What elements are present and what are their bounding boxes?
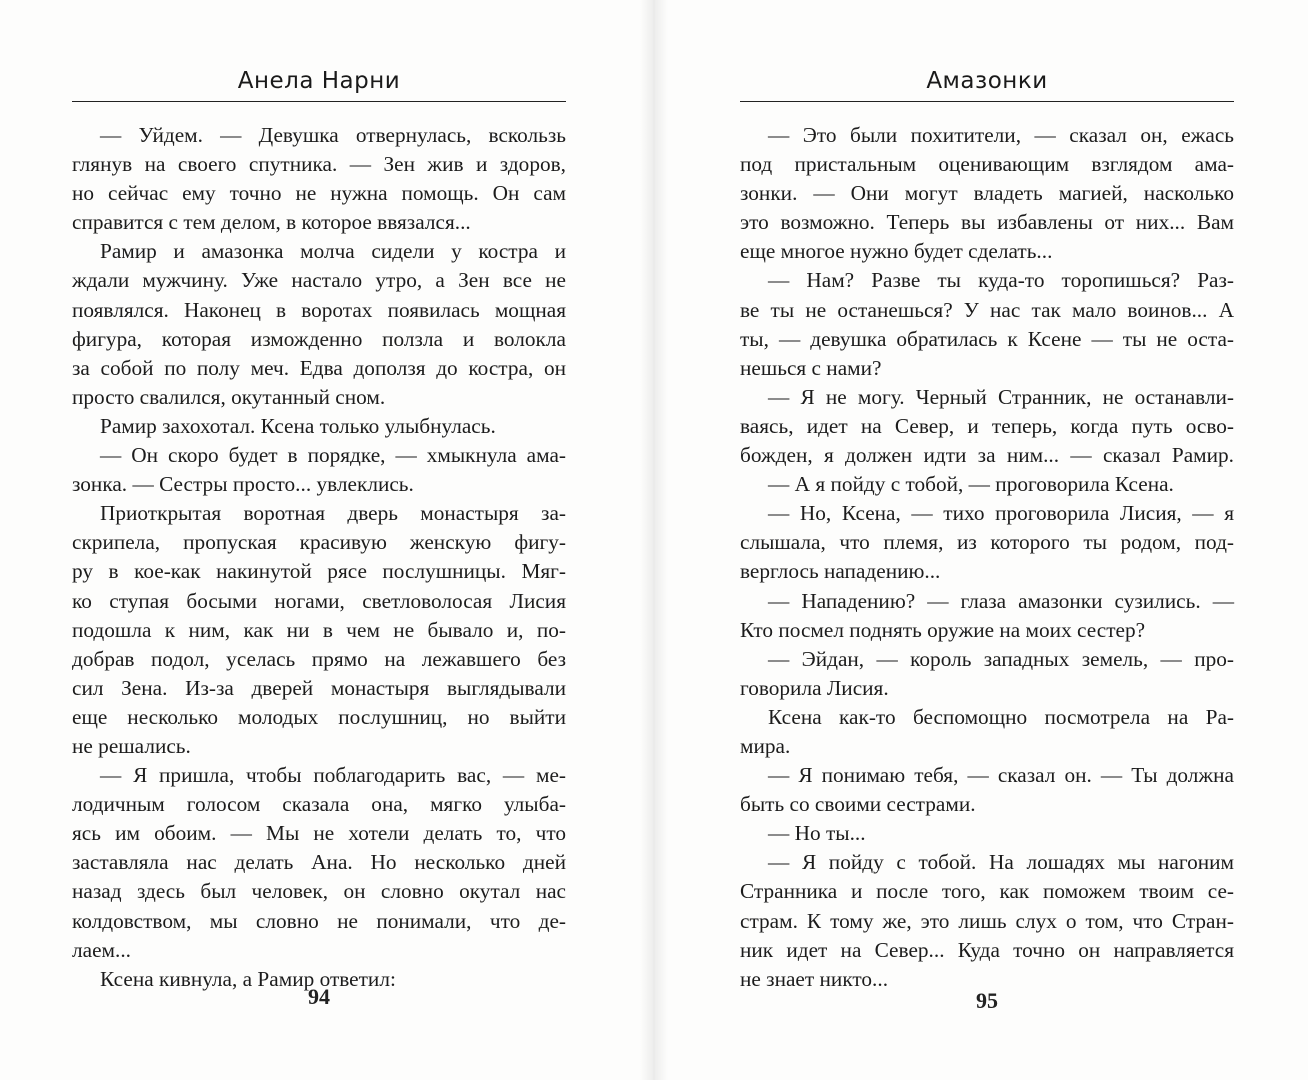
text-line: скрипела, пропуская красивую женскую фигу- (72, 530, 566, 555)
text-line: это возможно. Теперь вы избавлены от них... Вам (740, 210, 1234, 235)
left-body-text (72, 121, 566, 994)
text-line: ясь им обоим. — Мы не хотели делать то, что (72, 821, 566, 846)
text-line: Рамир захохотал. Ксена только улыбнулась. (100, 413, 496, 438)
text-line: заставляла нас делать Ана. Но несколько дней (72, 850, 566, 875)
text-line: появлялся. Наконец в воротах появилась мощная (72, 297, 566, 322)
text-line: слышала, что племя, из которого ты родом, под- (740, 530, 1234, 555)
right-running-head: Амазонки (926, 68, 1048, 94)
text-line: подошла к ним, как ни в чем не бывало и, по- (72, 617, 566, 642)
text-line: еще несколько молодых послушниц, но выйти (72, 704, 566, 729)
right-header-rule (740, 101, 1234, 102)
text-line: лаем... (72, 937, 131, 962)
text-line: — Я пришла, чтобы поблагодарить вас, — ме- (100, 763, 566, 788)
text-line: ждали мужчину. Уже настало утро, а Зен все не (72, 268, 566, 293)
text-line: глянув на своего спутника. — Зен жив и здоров, (72, 152, 566, 177)
text-line: — Это были похитители, — сказал он, ежась (768, 123, 1234, 147)
text-line: колдовством, мы словно не понимали, что де- (72, 908, 566, 933)
text-line: — Я пойду с тобой. На лошадях мы нагоним (768, 850, 1234, 875)
text-line: Приоткрытая воротная дверь монастыря за- (100, 501, 566, 526)
text-line: — Эйдан, — король западных земель, — про- (768, 646, 1234, 671)
left-running-head: Анела Нарни (237, 68, 401, 94)
text-line: сил Зена. Из-за дверей монастыря выглядывали (72, 675, 566, 700)
right-body-text (740, 121, 1234, 994)
text-line: зонка. — Сестры просто... увлеклись. (72, 472, 414, 497)
text-line: назад здесь был человек, он словно окутал нас (72, 879, 566, 904)
text-line: Ксена кивнула, а Рамир ответил: (100, 966, 396, 991)
text-line: фигура, которая изможденно ползла и волокла (72, 326, 566, 351)
text-line: божден, я должен идти за ним... — сказал Рамир. (740, 443, 1234, 468)
text-line: Странника и после того, как поможем твоим се- (740, 879, 1234, 904)
text-line: добрав подол, уселась прямо на лежавшего без (72, 646, 566, 671)
text-line: — Нам? Разве ты куда-то торопишься? Раз- (768, 268, 1234, 293)
text-line: за собой по полу меч. Едва доползя до костра, он (72, 355, 566, 380)
text-line: — Уйдем. — Девушка отвернулась, вскользь (100, 123, 566, 147)
text-line: Ксена как-то беспомощно посмотрела на Ра- (768, 704, 1234, 729)
text-line: ко ступая босыми ногами, светловолосая Лисия (72, 588, 566, 613)
text-line: — Но ты... (768, 821, 866, 846)
text-line: ник идет на Север... Куда точно он направляется (740, 937, 1234, 962)
text-line: — Я понимаю тебя, — сказал он. — Ты должна (768, 763, 1234, 788)
text-line: нешься с нами? (740, 355, 882, 380)
text-line: быть со своими сестрами. (740, 792, 976, 817)
text-line: ты, — девушка обратилась к Ксене — ты не оста- (740, 326, 1234, 351)
left-page (72, 0, 566, 1080)
text-line: мира. (740, 733, 791, 758)
right-page (740, 0, 1234, 1080)
text-line: ваясь, идет на Север, и теперь, когда путь осво- (740, 413, 1234, 438)
text-line: не знает никто... (740, 966, 889, 991)
text-line: Кто посмел поднять оружие на моих сестер? (740, 617, 1146, 642)
text-line: верглось нападению... (740, 559, 941, 584)
text-line: справится с тем делом, в которое ввязался... (72, 210, 471, 235)
text-line: лодичным голосом сказала она, мягко улыба- (72, 792, 566, 817)
text-line: ру в кое-как накинутой рясе послушницы. Мяг- (72, 559, 566, 584)
text-line: — А я пойду с тобой, — проговорила Ксена. (768, 472, 1174, 497)
text-line: — Он скоро будет в порядке, — хмыкнула ама- (100, 443, 566, 468)
text-line: просто свалился, окутанный сном. (72, 384, 386, 409)
text-line: под пристальным оценивающим взглядом ама- (740, 152, 1234, 177)
left-header-rule (72, 101, 566, 102)
text-line: зонки. — Они могут владеть магией, насколько (740, 181, 1234, 206)
text-line: — Я не могу. Черный Странник, не останавли- (768, 384, 1234, 409)
right-page-number: 95 (976, 988, 998, 1013)
text-line: но сейчас ему точно не нужна помощь. Он сам (72, 181, 566, 206)
text-line: не решались. (72, 733, 191, 758)
text-line: ве ты не останешься? У нас так мало воинов... А (740, 297, 1234, 322)
text-line: еще многое нужно будет сделать... (740, 239, 1053, 264)
book-gutter (640, 0, 668, 1080)
text-line: страм. К тому же, это лишь слух о том, что Стран- (740, 908, 1234, 933)
text-line: — Но, Ксена, — тихо проговорила Лисия, — я (768, 501, 1234, 526)
text-line: — Нападению? — глаза амазонки сузились. — (768, 588, 1234, 613)
text-line: говорила Лисия. (740, 675, 889, 700)
text-line: Рамир и амазонка молча сидели у костра и (100, 239, 566, 264)
left-page-number: 94 (308, 984, 330, 1009)
